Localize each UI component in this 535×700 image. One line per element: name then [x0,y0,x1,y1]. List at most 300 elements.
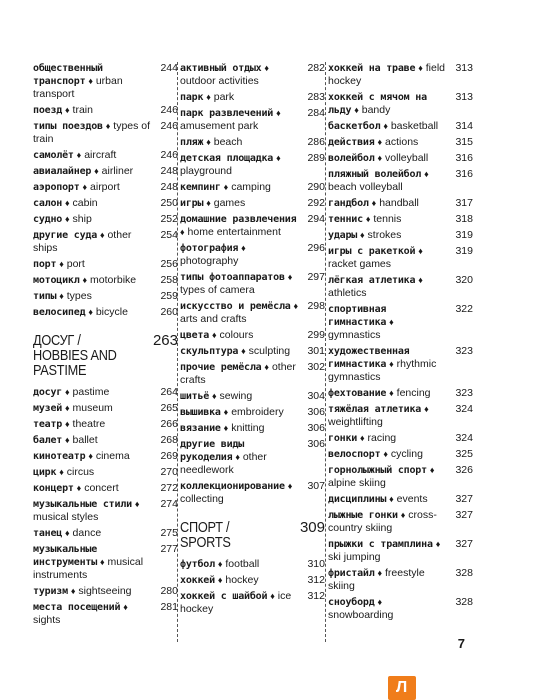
entry-page: 313 [455,62,473,74]
entry-english: dance [72,527,102,539]
entry-page: 327 [455,538,473,550]
toc-entry-text [180,406,305,419]
toc-entry-text [33,258,158,271]
toc-entry[interactable] [33,149,178,162]
toc-entry[interactable] [180,422,325,435]
entry-page: 312 [307,590,325,602]
entry-russian: спортивная гимнастика [328,304,387,328]
entry-page: 317 [455,197,473,209]
entry-english: park [213,91,235,103]
diamond-separator-icon: ♦ [223,182,229,192]
entry-page: 315 [455,136,473,148]
toc-entry-text [328,493,453,506]
entry-english: other ships [33,229,132,254]
entry-russian: парк [180,92,204,103]
entry-english: museum [72,402,113,414]
diamond-separator-icon: ♦ [65,387,70,397]
entry-page: 325 [455,448,473,460]
toc-entry[interactable] [180,181,325,194]
logo-letter: Л [396,679,408,696]
diamond-separator-icon: ♦ [134,499,140,509]
entry-russian: пляж [180,137,204,148]
toc-entry[interactable] [328,509,473,535]
diamond-separator-icon: ♦ [65,403,70,413]
toc-entry[interactable] [328,567,473,593]
entry-english: camping [231,181,271,193]
toc-entry-text [328,387,453,400]
entry-english: port [66,258,85,270]
diamond-separator-icon: ♦ [76,483,82,493]
toc-entry-text [33,482,158,495]
toc-entry[interactable] [33,104,178,117]
entry-russian: мотоцикл [33,275,80,286]
diamond-separator-icon: ♦ [377,597,383,607]
entry-russian: концерт [33,483,74,494]
diamond-separator-icon: ♦ [223,407,229,417]
entry-english: types of camera [180,284,255,296]
entry-english: outdoor activities [180,75,259,87]
entry-page: 326 [455,464,473,476]
toc-entry[interactable] [33,402,178,415]
entry-page: 289 [307,152,325,164]
entry-russian: типы поездов [33,121,103,132]
entry-russian: вышивка [180,407,221,418]
entry-page: 297 [307,271,325,283]
toc-entry[interactable] [328,229,473,242]
toc-entry[interactable] [33,386,178,399]
entry-english: colours [219,329,254,341]
entry-page: 282 [307,62,325,74]
entry-english: events [396,493,428,505]
entry-page: 324 [455,432,473,444]
entry-page: 270 [160,466,178,478]
entry-page: 274 [160,498,178,510]
toc-entry-text [328,567,453,593]
entry-russian: детская площадка [180,153,274,164]
toc-entry-text [328,120,453,133]
diamond-separator-icon: ♦ [371,198,377,208]
toc-entry[interactable] [33,165,178,178]
entry-russian: прыжки с трамплина [328,539,433,550]
entry-page: 264 [160,386,178,398]
toc-entry-text [33,120,158,146]
entry-english: theatre [72,418,106,430]
toc-entry-text [33,386,158,399]
entry-page: 328 [455,567,473,579]
toc-entry-text [328,509,453,535]
entry-russian: самолёт [33,150,74,161]
entry-english: ski jumping [328,551,381,563]
entry-russian: досуг [33,387,63,398]
diamond-separator-icon: ♦ [59,467,64,477]
entry-russian: искусство и ремёсла [180,301,291,312]
entry-russian: танец [33,528,63,539]
toc-entry-text [33,543,158,582]
toc-entry-text [180,574,305,587]
toc-entry[interactable] [33,181,178,194]
entry-russian: авиалайнер [33,166,92,177]
entry-english: airliner [101,165,134,177]
toc-entry[interactable] [33,543,178,582]
entry-russian: пляжный волейбол [328,169,422,180]
diamond-separator-icon: ♦ [389,494,394,504]
entry-english: other needlework [180,451,267,476]
entry-english: racket games [328,258,392,270]
entry-russian: другие суда [33,230,98,241]
toc-entry[interactable] [328,91,473,117]
toc-entry[interactable] [180,390,325,403]
section-page: 263 [152,332,178,349]
entry-russian: цирк [33,467,57,478]
entry-page: 266 [160,418,178,430]
entry-page: 324 [455,403,473,415]
toc-entry-text [180,390,305,403]
diamond-separator-icon: ♦ [241,243,246,253]
entry-english: other crafts [180,361,296,386]
entry-russian: фехтование [328,388,387,399]
entry-english: cycling [390,448,423,460]
toc-entry[interactable] [328,274,473,300]
toc-entry[interactable] [180,558,325,571]
toc-entry[interactable] [180,271,325,297]
toc-entry[interactable] [180,197,325,210]
diamond-separator-icon: ♦ [377,568,383,578]
diamond-separator-icon: ♦ [287,481,293,491]
entry-page: 319 [455,245,473,257]
diamond-separator-icon: ♦ [264,362,270,372]
entry-english: cabin [72,197,98,209]
entry-russian: другие виды рукоделия [180,439,245,463]
diamond-separator-icon: ♦ [206,198,211,208]
entry-page: 306 [307,438,325,450]
toc-entry-text [180,242,305,268]
toc-entry-text [33,418,158,431]
toc-entry-text [328,596,453,622]
toc-entry-text [328,274,453,300]
toc-entry[interactable] [180,300,325,326]
toc-entry[interactable] [33,601,178,627]
toc-entry-text [33,434,158,447]
diamond-separator-icon: ♦ [360,433,365,443]
entry-english: ice hockey [180,590,292,615]
entry-russian: вязание [180,423,221,434]
entry-russian: типы [33,291,57,302]
entry-russian: домашние развлечения [180,214,297,225]
entry-russian: активный отдых [180,63,262,74]
entry-page: 283 [307,91,325,103]
entry-page: 316 [455,168,473,180]
entry-russian: дисциплины [328,494,387,505]
toc-entry[interactable] [33,290,178,303]
toc-entry-text [328,91,453,117]
toc-entry-text [328,464,453,490]
toc-entry-text [180,300,305,326]
entry-page: 272 [160,482,178,494]
entry-page: 254 [160,229,178,241]
toc-entry[interactable] [180,329,325,342]
entry-page: 275 [160,527,178,539]
toc-entry[interactable] [33,482,178,495]
entry-page: 319 [455,229,473,241]
toc-entry[interactable] [328,387,473,400]
diamond-separator-icon: ♦ [400,510,406,520]
toc-entry-text [180,480,305,506]
diamond-separator-icon: ♦ [76,150,82,160]
toc-entry-text [328,448,453,461]
toc-entry[interactable] [180,213,325,239]
toc-entry-text [33,213,158,226]
toc-entry[interactable] [180,361,325,387]
toc-entry[interactable] [328,596,473,622]
entry-english: ballet [72,434,98,446]
toc-entry-text [33,466,158,479]
entry-english: volleyball [385,152,429,164]
entry-english: beach [213,136,243,148]
diamond-separator-icon: ♦ [235,452,240,462]
toc-entry[interactable] [180,480,325,506]
toc-entry[interactable] [33,306,178,319]
entry-english: cinema [95,450,130,462]
toc-entry[interactable] [33,258,178,271]
entry-english: concert [84,482,119,494]
diamond-separator-icon: ♦ [88,307,93,317]
toc-entry[interactable] [180,91,325,104]
toc-entry[interactable] [328,432,473,445]
entry-page: 323 [455,345,473,357]
toc-entry-text [33,498,158,524]
entry-page: 269 [160,450,178,462]
toc-entry[interactable] [328,62,473,88]
toc-entry[interactable] [328,197,473,210]
toc-entry[interactable] [180,406,325,419]
entry-page: 310 [307,558,325,570]
entry-russian: удары [328,230,358,241]
diamond-separator-icon: ♦ [88,451,93,461]
toc-entry[interactable] [180,438,325,477]
entry-page: 294 [307,213,325,225]
entry-russian: хоккей [180,575,215,586]
toc-entry[interactable] [33,434,178,447]
toc-entry-text [33,306,158,319]
toc-entry[interactable] [33,450,178,463]
entry-english: bandy [361,104,391,116]
entry-english: athletics [328,287,367,299]
diamond-separator-icon: ♦ [418,246,423,256]
entry-russian: действия [328,137,375,148]
entry-english: field hockey [328,62,446,87]
toc-entry-text [180,181,305,194]
entry-english: sights [33,614,61,626]
toc-entry[interactable] [328,245,473,271]
entry-russian: прочие ремёсла [180,362,262,373]
toc-entry-text [328,245,453,271]
toc-entry[interactable] [33,527,178,540]
diamond-separator-icon: ♦ [424,169,429,179]
entry-english: playground [180,165,232,177]
toc-entry[interactable] [328,303,473,342]
toc-entry[interactable] [180,242,325,268]
entry-page: 322 [455,303,473,315]
section-heading [180,520,325,550]
entry-page: 244 [160,62,178,74]
entry-russian: кемпинг [180,182,221,193]
toc-entry[interactable] [180,345,325,358]
diamond-separator-icon: ♦ [223,423,229,433]
entry-russian: баскетбол [328,121,381,132]
diamond-separator-icon: ♦ [418,63,423,73]
entry-english: types of train [33,120,151,145]
entry-english: train [72,104,93,116]
toc-entry-text [328,213,453,226]
entry-page: 286 [307,136,325,148]
entry-russian: цвета [180,330,210,341]
entry-english: handball [379,197,419,209]
entry-page: 284 [307,107,325,119]
entry-english: hockey [225,574,259,586]
entry-english: circus [66,466,95,478]
entry-page: 268 [160,434,178,446]
toc-entry[interactable] [328,152,473,165]
diamond-separator-icon: ♦ [241,346,246,356]
entry-page: 306 [307,406,325,418]
toc-entry[interactable] [328,345,473,384]
diamond-separator-icon: ♦ [360,230,365,240]
diamond-separator-icon: ♦ [212,391,217,401]
section-title: СПОРТ / SPORTS [180,519,231,551]
entry-english: ship [72,213,92,225]
toc-entry[interactable] [33,274,178,287]
toc-entry[interactable] [33,120,178,146]
toc-entry-text [33,274,158,287]
diamond-separator-icon: ♦ [65,198,70,208]
toc-entry[interactable] [328,136,473,149]
entry-english: musical instruments [33,556,144,581]
toc-entry[interactable] [180,136,325,149]
toc-entry-text [328,345,453,384]
entry-english: weightlifting [328,416,383,428]
entry-page: 304 [307,390,325,402]
entry-page: 296 [307,242,325,254]
toc-entry[interactable] [33,466,178,479]
entry-russian: фристайл [328,568,375,579]
diamond-separator-icon: ♦ [287,272,293,282]
entry-page: 290 [307,181,325,193]
entry-page: 246 [160,149,178,161]
entry-russian: гонки [328,433,358,444]
diamond-separator-icon: ♦ [383,449,388,459]
toc-column-2 [180,62,325,619]
toc-entry[interactable] [33,418,178,431]
entry-english: beach volleyball [328,181,403,193]
entry-page: 259 [160,290,178,302]
entry-page: 265 [160,402,178,414]
toc-entry-text [33,450,158,463]
diamond-separator-icon: ♦ [206,92,211,102]
toc-entry-text [328,303,453,342]
entry-page: 248 [160,165,178,177]
entry-russian: балет [33,435,63,446]
toc-entry-text [180,213,305,239]
toc-entry-text [33,527,158,540]
toc-entry-text [180,136,305,149]
toc-entry[interactable] [328,168,473,194]
diamond-separator-icon: ♦ [94,166,99,176]
toc-entry-text [328,62,453,88]
diamond-separator-icon: ♦ [206,137,211,147]
toc-entry[interactable] [180,152,325,178]
toc-entry-text [33,585,158,598]
toc-entry[interactable] [33,498,178,524]
entry-page: 292 [307,197,325,209]
entry-page: 328 [455,596,473,608]
entry-page: 256 [160,258,178,270]
toc-entry[interactable] [328,538,473,564]
toc-entry-text [180,107,305,133]
entry-russian: места посещений [33,602,121,613]
diamond-separator-icon: ♦ [59,259,64,269]
entry-english: types [66,290,92,302]
toc-entry[interactable] [33,213,178,226]
toc-entry[interactable] [180,574,325,587]
entry-russian: музыкальные инструменты [33,544,98,568]
entry-english: photography [180,255,239,267]
toc-entry[interactable] [33,62,178,101]
toc-entry-text [180,271,305,297]
entry-page: 299 [307,329,325,341]
toc-entry[interactable] [180,590,325,616]
entry-russian: поезд [33,105,63,116]
toc-entry[interactable] [33,229,178,255]
entry-russian: театр [33,419,63,430]
entry-english: motorbike [90,274,137,286]
toc-entry[interactable] [328,213,473,226]
toc-entry[interactable] [328,403,473,429]
entry-page: 258 [160,274,178,286]
toc-entry-text [180,345,305,358]
toc-entry[interactable] [33,585,178,598]
entry-russian: лёгкая атлетика [328,275,416,286]
entry-page: 327 [455,509,473,521]
diamond-separator-icon: ♦ [212,330,217,340]
entry-english: alpine skiing [328,477,386,489]
toc-entry[interactable] [33,197,178,210]
entry-russian: музыкальные стили [33,499,132,510]
toc-entry[interactable] [180,62,325,88]
toc-entry[interactable] [328,464,473,490]
toc-entry[interactable] [328,120,473,133]
toc-entry-text [180,197,305,210]
toc-entry[interactable] [328,448,473,461]
entry-english: home entertainment [187,226,281,238]
page-number: 7 [457,636,465,651]
diamond-separator-icon: ♦ [435,539,441,549]
entry-english: rhythmic gymnastics [328,358,437,383]
diamond-separator-icon: ♦ [377,153,383,163]
entry-english: arts and crafts [180,313,247,325]
entry-russian: игры с ракеткой [328,246,416,257]
toc-entry[interactable] [328,493,473,506]
entry-russian: тяжёлая атлетика [328,404,422,415]
entry-russian: велоспорт [328,449,381,460]
toc-entry-text [328,168,453,194]
entry-russian: футбол [180,559,215,570]
toc-entry[interactable] [180,107,325,133]
diamond-separator-icon: ♦ [217,575,223,585]
entry-russian: велосипед [33,307,86,318]
entry-russian: художественная гимнастика [328,346,410,370]
entry-page: 327 [455,493,473,505]
entry-page: 314 [455,120,473,132]
